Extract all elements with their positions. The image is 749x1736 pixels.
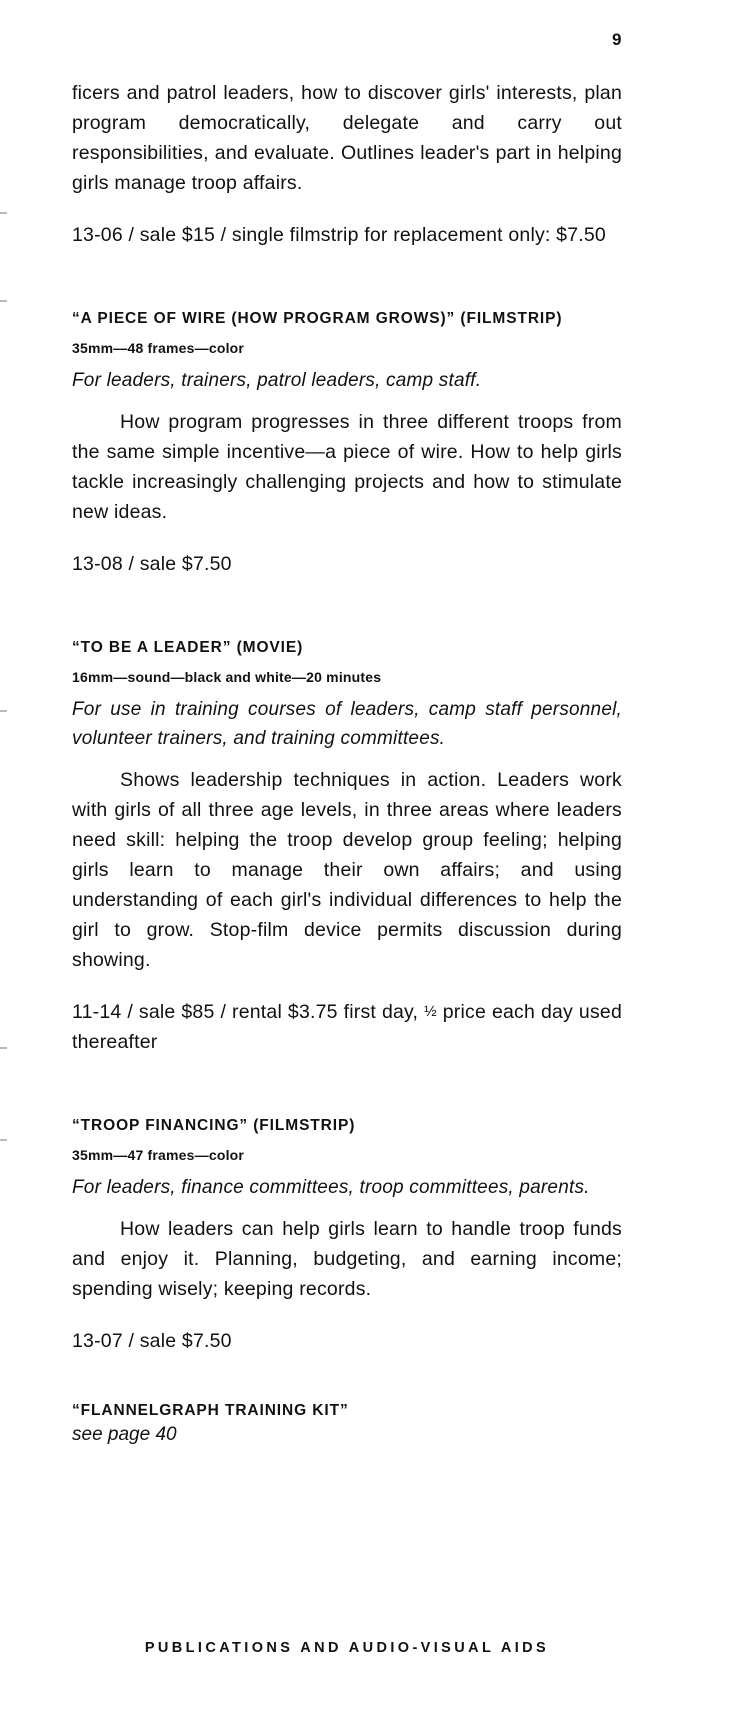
margin-tick [0, 212, 7, 214]
entry-description: Shows leadership techniques in action. Leaders work with girls of all three age levels, in three areas where leaders need skill: helping the troop develop group feeling; helping girls learn to manage their own affairs; and using understanding of each girl's individual differences to help the girl to grow. Stop-film device permits discussion during showing. [72, 769, 622, 971]
entry-title: “TO BE A LEADER” (MOVIE) [72, 639, 304, 656]
cross-reference-title: “FLANNELGRAPH TRAINING KIT” [72, 1402, 349, 1420]
margin-tick [0, 1047, 7, 1049]
entry-spec: 35mm—48 frames—color [72, 340, 245, 356]
catalog-entry [72, 637, 622, 1057]
entry-description: How program progresses in three different troops from the same simple incentive—a piece of wire. How to help girls tackle increasingly challenging projects and how to stimulate new ideas. [72, 411, 622, 523]
catalog-entry [72, 308, 622, 579]
continued-paragraph: ficers and patrol leaders, how to discover girls' interests, plan program democratically, delegate and carry out responsibilities, and evaluate. Outlines leader's part in helping girls manage troop affairs. [72, 82, 622, 194]
margin-tick [0, 300, 7, 302]
page-content [72, 0, 622, 1448]
catalog-entry [72, 1115, 622, 1356]
entry-price-line: 13-07 / sale $7.50 [72, 1330, 232, 1353]
entry-spec: 16mm—sound—black and white—20 minutes [72, 669, 382, 685]
entry-title: “A PIECE OF WIRE (HOW PROGRAM GROWS)” (FILMSTRIP) [72, 310, 563, 327]
entry-price-line [72, 997, 622, 1057]
price-fraction: ½ [424, 1003, 437, 1021]
entry-audience: For leaders, finance committees, troop committees, parents. [72, 1177, 590, 1199]
entry-spec: 35mm—47 frames—color [72, 1147, 245, 1164]
page-footer: PUBLICATIONS AND AUDIO-VISUAL AIDS [144, 1640, 550, 1656]
entry-title: “TROOP FINANCING” (FILMSTRIP) [72, 1117, 356, 1135]
margin-tick [0, 710, 7, 712]
price-part-1: 11-14 / sale $85 / rental $3.75 first day, [72, 1001, 425, 1023]
entry-description: How leaders can help girls learn to handle troop funds and enjoy it. Planning, budgeting, and earning income; spending wisely; keeping records. [72, 1218, 622, 1301]
page-number: 9 [612, 30, 622, 49]
margin-tick [0, 1139, 7, 1141]
continued-price-line: 13-06 / sale $15 / single filmstrip for replacement only: $7.50 [72, 224, 606, 246]
entry-audience: For leaders, trainers, patrol leaders, camp staff. [72, 370, 482, 391]
cross-reference-entry [72, 1400, 622, 1448]
entry-audience: For use in training courses of leaders, camp staff personnel, volunteer trainers, and training committees. [72, 699, 622, 749]
price-part-2: price each day used thereafter [72, 1001, 623, 1054]
entry-price-line: 13-08 / sale $7.50 [72, 553, 232, 575]
cross-reference-see-page: see page 40 [72, 1424, 177, 1446]
